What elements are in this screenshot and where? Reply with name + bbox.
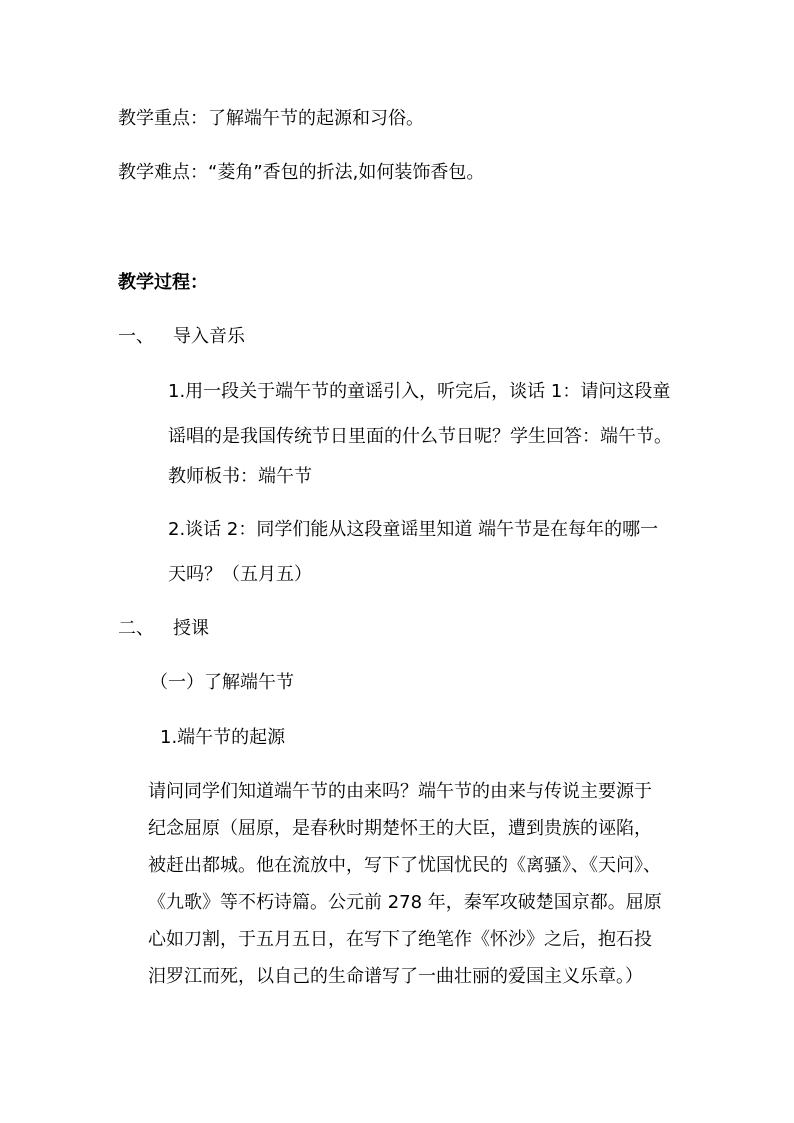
paragraph-line: 1.用一段关于端午节的童谣引入，听完后，谈话 1：请问这段童 — [168, 381, 671, 402]
process-heading: 教学过程： — [118, 272, 208, 293]
paragraph-line: 心如刀割，于五月五日，在写下了绝笔作《怀沙》之后，抱石投 — [148, 929, 652, 950]
paragraph-line: 教师板书：端午节 — [168, 466, 312, 487]
paragraph-line: 被赶出都城。他在流放中，写下了忧国忧民的《离骚》、《天问》、 — [148, 855, 661, 876]
paragraph-line: 谣唱的是我国传统节日里面的什么节日呢？学生回答：端午节。 — [168, 426, 672, 447]
paragraph-line: 天吗？（五月五） — [168, 564, 312, 585]
section-number: 一、 — [118, 326, 154, 347]
paragraph-line: 纪念屈原（屈原，是春秋时期楚怀王的大臣，遭到贵族的诬陷， — [148, 818, 652, 839]
paragraph-line: 请问同学们知道端午节的由来吗？端午节的由来与传说主要源于 — [148, 781, 652, 802]
teaching-difficulty: 教学难点：“菱角”香包的折法,如何装饰香包。 — [118, 162, 485, 183]
subheading: 1.端午节的起源 — [160, 727, 286, 748]
section-title: 授课 — [173, 618, 209, 639]
section-heading-1 — [118, 325, 245, 349]
paragraph-line: 2.谈话 2：同学们能从这段童谣里知道 端午节是在每年的哪一 — [168, 519, 659, 540]
section-title: 导入音乐 — [173, 326, 245, 347]
paragraph-line: 《九歌》等不朽诗篇。公元前 278 年，秦军攻破楚国京都。屈原 — [148, 892, 662, 913]
subheading: （一）了解端午节 — [150, 672, 294, 693]
teaching-key-point: 教学重点：了解端午节的起源和习俗。 — [118, 108, 424, 129]
section-number: 二、 — [118, 618, 154, 639]
section-heading-2 — [118, 617, 209, 641]
paragraph-line: 汨罗江而死，以自己的生命谱写了一曲壮丽的爱国主义乐章。） — [148, 966, 643, 987]
